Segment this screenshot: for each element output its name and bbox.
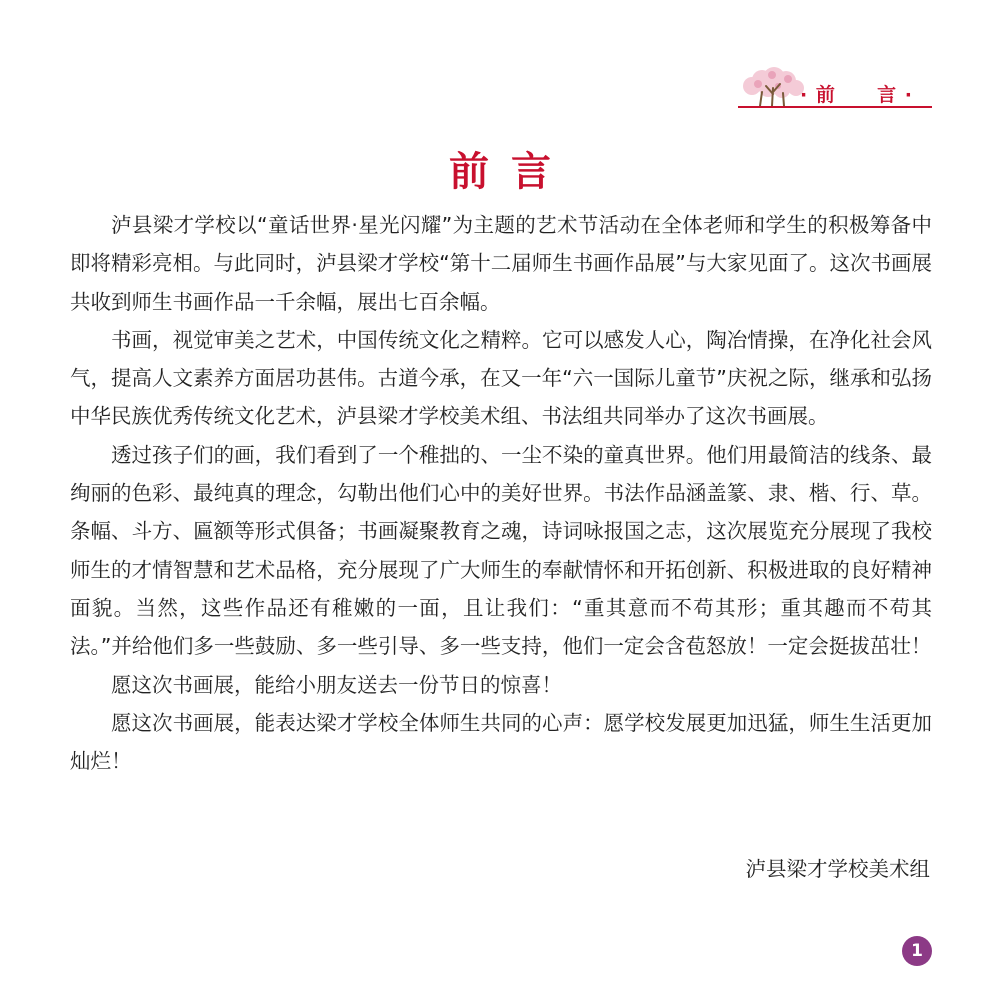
- paragraph-2: 书画，视觉审美之艺术，中国传统文化之精粹。它可以感发人心，陶冶情操，在净化社会风气，提高人文素养方面居功甚伟。古道今承，在又一年“六一国际儿童节”庆祝之际，继承和弘扬中华民族优秀传统文化艺术，泸县梁才学校美术组、书法组共同举办了这次书画展。: [70, 327, 932, 429]
- header-divider: [738, 106, 932, 108]
- page-title: 前言: [449, 149, 573, 195]
- paragraph-4: 愿这次书画展，能给小朋友送去一份节日的惊喜！: [111, 672, 562, 697]
- signature: 泸县梁才学校美术组: [745, 857, 930, 881]
- header-dot-right: ·: [904, 84, 913, 106]
- page-header: [738, 66, 932, 112]
- header-char-1: 前: [815, 84, 836, 106]
- paragraph-3: 透过孩子们的画，我们看到了一个稚拙的、一尘不染的童真世界。他们用最简洁的线条、最绚丽的色彩、最纯真的理念，勾勒出他们心中的美好世界。书法作品涵盖篆、隶、楷、行、草。条幅、斗方、匾额等形式俱备；书画凝聚教育之魂，诗词咏报国之志，这次展览充分展现了我校师生的才情智慧和艺术品格，充分展现了广大师生的奉献情怀和开拓创新、积极进取的良好精神面貌。当然，这些作品还有稚嫩的一面，且让我们：“重其意而不苟其形；重其趣而不苟其法。”并给他们多一些鼓励、多一些引导、多一些支持，他们一定会含苞怒放！一定会挺拔茁壮！: [70, 442, 932, 659]
- preface-body: [70, 206, 932, 780]
- blossom-tree-icon: [738, 66, 808, 110]
- header-dot-left: ·: [800, 84, 809, 106]
- paragraph-5: 愿这次书画展，能表达梁才学校全体师生共同的心声：愿学校发展更加迅猛，师生生活更加灿烂！: [70, 710, 932, 774]
- paragraph-1: 泸县梁才学校以“童话世界·星光闪耀”为主题的艺术节活动在全体老师和学生的积极筹备中即将精彩亮相。与此同时，泸县梁才学校“第十二届师生书画作品展”与大家见面了。这次书画展共收到师生书画作品一千余幅，展出七百余幅。: [70, 213, 932, 314]
- section-label: [800, 80, 932, 107]
- header-char-2: 言: [877, 84, 898, 106]
- page-number-badge: 1: [902, 936, 932, 966]
